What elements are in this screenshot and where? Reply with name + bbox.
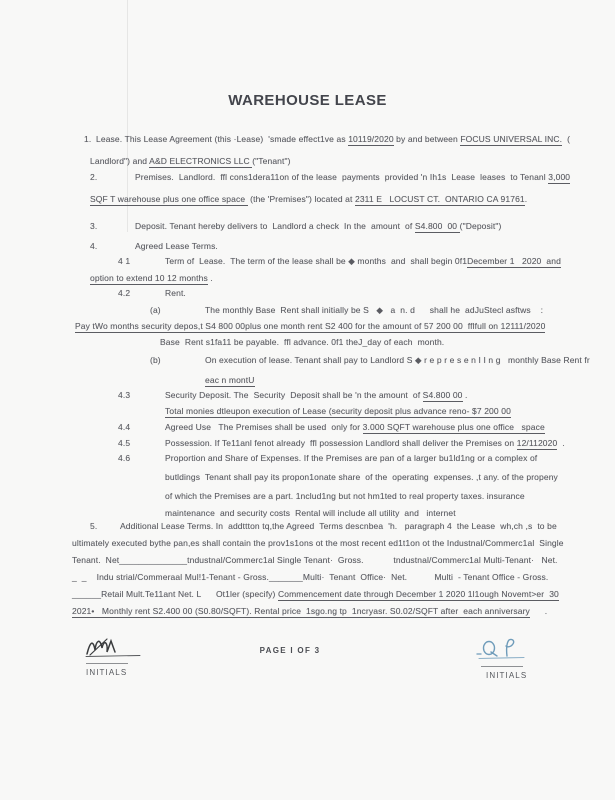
- text-run: Term of Lease. The term of the lease shall be ◆ months and shall begin 0f1: [165, 256, 468, 266]
- text-run: Tenant. Net______________tndustnal/Commerc1al Single Tenant· Gross. tndustnal/Commerc1al Multi-Tenant· Net.: [72, 555, 558, 565]
- text-run: Proportion and Share of Expenses. If the Premises are pan of a larger bu1ld1ng or a complex of: [165, 453, 538, 463]
- text-run: Premises. Landlord. ffl cons1dera11on of the lease payments provided 'n Ih1s Lease leases to Tenanl: [135, 172, 549, 182]
- base-rent-line: [160, 337, 444, 347]
- security-deposit-amount-field: S4.800 00: [422, 390, 463, 400]
- text-run: Security Deposit. The Security Deposit shall be 'n the amount of: [165, 390, 423, 400]
- text-run: Rent.: [165, 288, 186, 298]
- clause-number: 4 1: [118, 256, 131, 266]
- effective-date-field: 10119/2020: [348, 134, 394, 144]
- text-run: Agreed Use The Premises shall be used only for: [165, 422, 363, 432]
- clause-number: 4.6: [118, 453, 131, 463]
- tenant-initials-signature: [476, 638, 528, 667]
- clause-4-2-line-1: [118, 288, 186, 298]
- document-title: WAREHOUSE LEASE: [228, 92, 387, 109]
- clause-4-1-line-1: [118, 256, 561, 267]
- clause-number: 3.: [90, 221, 98, 231]
- clause-4-2a-line-1: [150, 305, 543, 316]
- clause-number: 4.2: [118, 288, 131, 298]
- clause-5-line-6: [72, 606, 547, 616]
- clause-4-2b-line-1: [150, 355, 590, 366]
- premises-description-field: SQF T warehouse plus one office space: [90, 194, 248, 204]
- text-run: The monthly Base Rent shall initially be S ◆ a n. d shall he adJuStecl asftws :: [205, 305, 544, 315]
- clause-number: 5.: [90, 521, 98, 531]
- signature-scribble-icon: [84, 634, 156, 660]
- agreed-use-field: 3.000 SQFT warehouse plus one office space: [362, 422, 545, 432]
- landlord-initials-signature: [84, 634, 156, 665]
- text-run: (the 'Premises") located at: [247, 194, 355, 204]
- clause-4-2b-line-2: [205, 375, 255, 385]
- clause-4-6-line-2: [165, 472, 558, 482]
- term-extension-field: option to extend 10 12 months: [90, 273, 208, 283]
- clause-5-line-2: [72, 538, 564, 548]
- text-run: Landlord") and: [90, 156, 150, 166]
- rent-increase-field: 2021• Monthly rent S2.400 00 (S0.80/SQFT). Rental price 1sgo.ng tp 1ncryasr. S0.02/SQFT after each anniversary: [72, 606, 530, 616]
- clause-4-5-line-1: [118, 438, 565, 448]
- clause-4-3-line-2: [165, 406, 511, 416]
- signature-qp-icon: [476, 638, 528, 662]
- possession-date-field: 12/112020: [516, 438, 558, 448]
- text-run: ("Deposit"): [459, 221, 502, 231]
- page-number: PAGE I OF 3: [259, 646, 321, 655]
- clause-2-line-1: [90, 172, 570, 182]
- text-run: butldings Tenant shall pay its propon1onate share of the operating expenses. ,t any. of the propeny: [165, 472, 558, 482]
- text-run: On execution of lease. Tenant shall pay to Landlord S ◆ r e p r e s e n I I n g monthly Base Rent fr: [205, 355, 590, 365]
- clause-5-line-4: [72, 572, 548, 582]
- clause-4-6-line-4: [165, 508, 456, 518]
- tenant-name-field: A&D ELECTRONICS LLC: [149, 156, 253, 166]
- clause-5-line-1: [90, 521, 557, 531]
- clause-number: 4.: [90, 241, 98, 251]
- clause-2-line-2: [90, 194, 527, 204]
- clause-number: 4.5: [118, 438, 131, 448]
- other-specify-field: Commencement date through December 1 2020 1l1ough Novemt>er 30: [277, 589, 559, 599]
- text-run: .: [524, 194, 528, 204]
- clause-5-line-5: [72, 589, 559, 599]
- clause-number: 1.: [84, 134, 92, 144]
- text-run: Deposit. Tenant hereby delivers to Landlord a check In the amount of: [135, 221, 415, 231]
- text-run: Agreed Lease Terms.: [135, 241, 218, 251]
- text-run: .: [557, 438, 565, 448]
- text-run: Lease. This Lease Agreement (this ·Lease) 'smade effect1ve as: [96, 134, 349, 144]
- clause-letter: (b): [150, 355, 161, 365]
- clause-1-line-2: [90, 156, 291, 166]
- rent-payment-handwritten-line: [75, 321, 545, 331]
- text-run: Possession. If Te11anl fenot already ffl possession Landlord shall deliver the Premises on: [165, 438, 517, 448]
- text-run: _ _ Indu strial/Commeraal Mul!1-Tenant - Gross._______Multi· Tenant Office· Net. Multi - Tenant Office - Gross.: [72, 572, 549, 582]
- sqft-field: 3,000: [548, 172, 571, 182]
- clause-letter: (a): [150, 305, 161, 315]
- total-monies-field: Total monies dtleupon execution of Lease (security deposit plus advance reno- $7 200 00: [165, 406, 511, 416]
- text-run: maintenance and security costs Rental will include all utility and internet: [165, 508, 456, 518]
- deposit-amount-field: S4.800 00: [414, 221, 460, 231]
- clause-3-line-1: [90, 221, 501, 231]
- text-run: ("Tenant"): [252, 156, 291, 166]
- rent-payment-terms-field: Pay tWo months security depos,t S4 800 00plus one month rent S2 400 for the amount of 57 200 00 fflfull on 12111/2020: [75, 321, 546, 331]
- clause-4-3-line-1: [118, 390, 467, 400]
- clause-4-6-line-3: [165, 491, 525, 501]
- text-run: ultimately executed bythe pan,es shall contain the prov1s1ons ot the most recent ed1t1on ot the Industnal/Commerc1al Single: [72, 538, 564, 548]
- landlord-initials-line: [86, 663, 128, 664]
- clause-number: 4.4: [118, 422, 131, 432]
- tenant-initials-line: [481, 666, 523, 667]
- clause-5-line-3: [72, 555, 558, 565]
- landlord-initials-label: INITIALS: [86, 668, 128, 677]
- text-run: .: [207, 273, 213, 283]
- clause-number: 2.: [90, 172, 98, 182]
- term-start-date-field: December 1 2020 and: [467, 256, 561, 266]
- text-run: by and between: [393, 134, 461, 144]
- text-run: ______Retail Mult.Te11ant Net. L Ot1ler (specify): [72, 589, 278, 599]
- tenant-initials-label: INITIALS: [486, 671, 528, 680]
- text-run: .: [529, 606, 548, 616]
- text-run: Base Rent s1fa11 be payable. ffl advance. 0f1 theJ_day of each month.: [160, 337, 445, 347]
- text-run: .: [462, 390, 468, 400]
- clause-4-4-line-1: [118, 422, 545, 432]
- clause-4-1-line-2: [90, 273, 213, 283]
- premises-address-field: 2311 E LOCUST CT. ONTARIO CA 91761: [354, 194, 525, 204]
- text-run: of which the Premises are a part. 1nclud1ng but not hm1ted to real property taxes. insurance: [165, 491, 525, 501]
- text-run: (: [562, 134, 571, 144]
- clause-1-line-1: [84, 134, 570, 144]
- clause-number: 4.3: [118, 390, 131, 400]
- each-month-field: eac n montU: [205, 375, 255, 385]
- clause-4-6-line-1: [118, 453, 537, 463]
- clause-4-line-1: [90, 241, 218, 251]
- text-run: Additional Lease Terms. In addttton tq,the Agreed Terms descnbea 'h. paragraph 4 the Lease wh,ch ,s to be: [120, 521, 557, 531]
- landlord-name-field: FOCUS UNIVERSAL INC.: [460, 134, 563, 144]
